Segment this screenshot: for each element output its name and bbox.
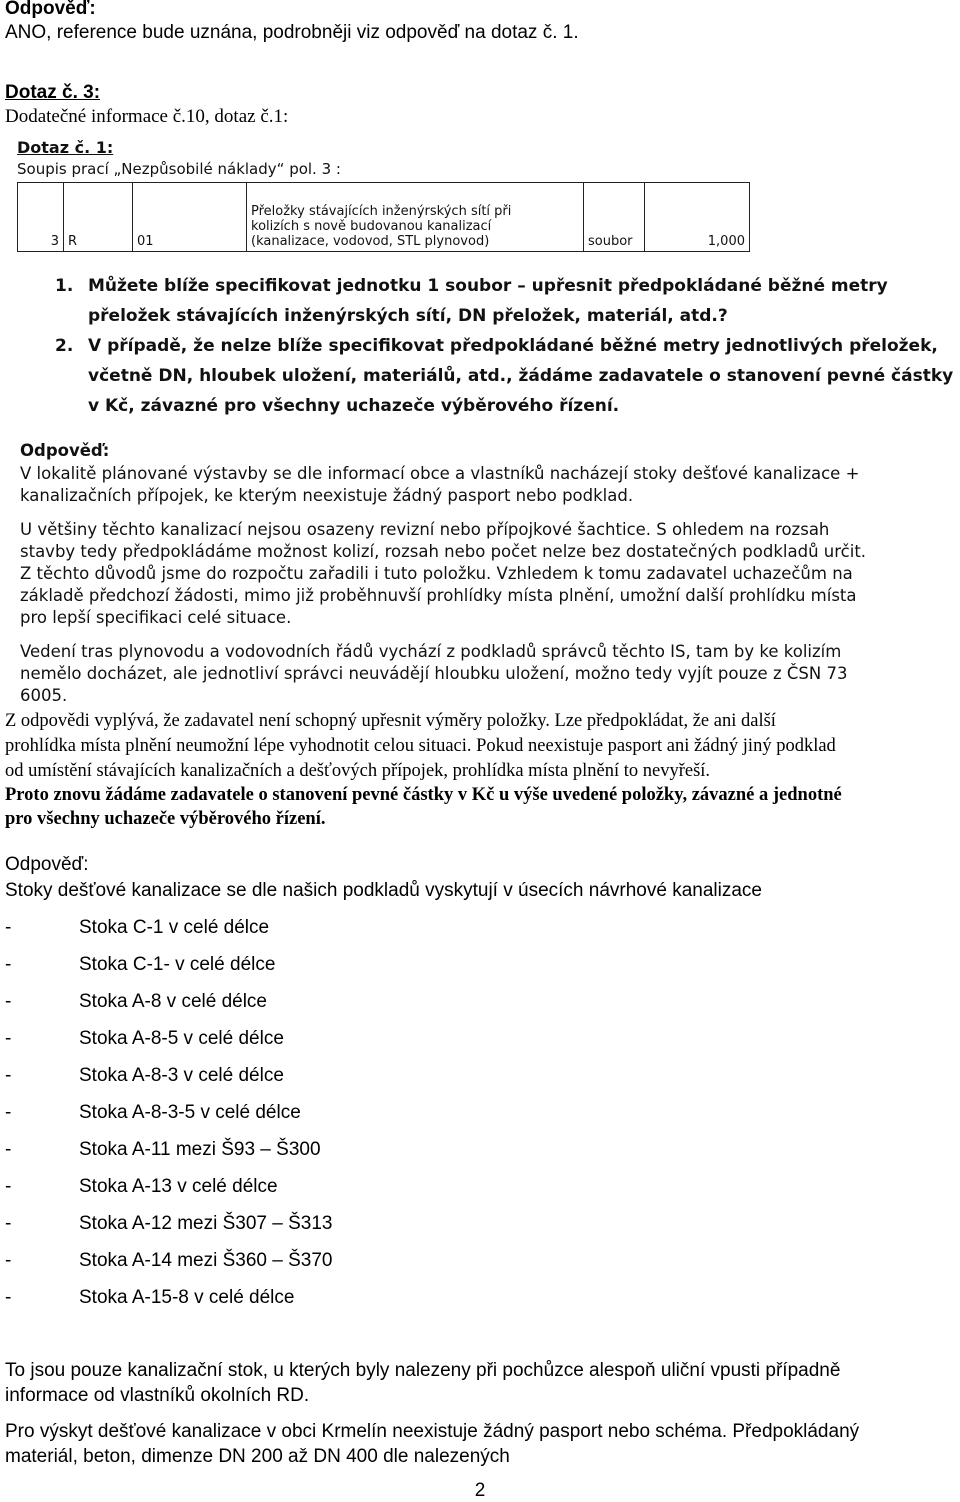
answer-para1-line: informace od vlastníků okolních RD. <box>5 1385 310 1406</box>
answer-para2-line: Pro výskyt dešťové kanalizace v obci Krmelín neexistuje žádný pasport nebo schéma. Předpokládaný <box>5 1421 860 1442</box>
list-item-text: Stoka A-11 mezi Š93 – Š300 <box>79 1139 321 1160</box>
answer-label: Odpověď: <box>5 854 89 875</box>
scan-answer-line: nemělo docházet, ale jednotliví správci neuvádějí hloubku uložení, možno tedy vyjít pouze z ČSN 73 <box>20 664 848 683</box>
list-item-text: Stoka A-14 mezi Š360 – Š370 <box>79 1250 333 1271</box>
list-item-text: Stoka C-1 v celé délce <box>79 917 270 938</box>
followup-line: prohlídka místa plnění neumožní lépe vyhodnotit celou situaci. Pokud neexistuje pasport ani žádný jiný podklad <box>5 736 836 756</box>
dash: - <box>5 1065 12 1086</box>
followup-line: od umístění stávajících kanalizačních a dešťových přípojek, prohlídka místa plnění to nevyřeší. <box>5 761 711 781</box>
dash: - <box>5 1139 12 1160</box>
dash: - <box>5 1176 12 1197</box>
question3-label: Dotaz č. 3: <box>5 82 101 103</box>
table-cell: 3 <box>18 183 64 252</box>
list-item-text: Stoka A-8-3 v celé délce <box>79 1065 284 1086</box>
question-number: 2. <box>55 336 74 356</box>
scan-answer-line: Z těchto důvodů jsme do rozpočtu zařadili i tuto položku. Vzhledem k tomu zadavatel uchazečům na <box>20 564 853 583</box>
page-number: 2 <box>474 1480 486 1501</box>
scan-answer-line: základě předchozí žádosti, mimo již proběhnuvší prohlídky místa plnění, umožní další prohlídku místa <box>20 586 857 605</box>
table-cell: R <box>64 183 133 252</box>
question-line: včetně DN, hloubek uložení, materiálů, atd., žádáme zadavatele o stanovení pevné částky <box>88 366 954 386</box>
intro-answer-text: ANO, reference bude uznána, podrobněji viz odpověď na dotaz č. 1. <box>5 22 579 43</box>
list-item-text: Stoka A-12 mezi Š307 – Š313 <box>79 1213 333 1234</box>
list-item-text: Stoka A-13 v celé délce <box>79 1176 278 1197</box>
question-line: přeložek stávajících inženýrských sítí, DN přeložek, materiál, atd.? <box>88 306 728 326</box>
table-row <box>18 183 750 252</box>
dash: - <box>5 991 12 1012</box>
list-item-text: Stoka A-8-5 v celé délce <box>79 1028 284 1049</box>
dash: - <box>5 1213 12 1234</box>
answer-para2-line: materiál, beton, dimenze DN 200 až DN 400 dle nalezených <box>5 1446 510 1467</box>
dash: - <box>5 917 12 938</box>
dash: - <box>5 1102 12 1123</box>
list-item-text: Stoka C-1- v celé délce <box>79 954 276 975</box>
list-item-text: Stoka A-8 v celé délce <box>79 991 267 1012</box>
table-desc-line: Přeložky stávajících inženýrských sítí při <box>251 204 512 219</box>
scanned-excerpt <box>17 138 954 708</box>
scan-answer-title: Odpověď: <box>20 441 110 460</box>
table-desc-line: (kanalizace, vodovod, STL plynovod) <box>251 234 490 249</box>
dash: - <box>5 1250 12 1271</box>
followup-bold-line: Proto znovu žádáme zadavatele o stanovení pevné částky v Kč u výše uvedené položky, závazné a jednotné <box>5 785 842 805</box>
question-line: Můžete blíže specifikovat jednotku 1 soubor – upřesnit předpokládané běžné metry <box>88 276 888 296</box>
scan-answer-line: 6005. <box>20 686 68 705</box>
intro-answer-label: Odpověď: <box>5 0 96 19</box>
table-cell-description <box>247 183 584 252</box>
scan-answer-line: stavby tedy předpokládáme možnost kolizí, rozsah nebo počet nelze bez dostatečných podkladů určit. <box>20 542 867 561</box>
followup-bold-line: pro všechny uchazeče výběrového řízení. <box>5 809 326 829</box>
question3-ref: Dodatečné informace č.10, dotaz č.1: <box>5 106 289 127</box>
followup-line: Z odpovědi vyplývá, že zadavatel není schopný upřesnit výměry položky. Lze předpokládat, že ani další <box>5 711 776 731</box>
scan-answer-line: U většiny těchto kanalizací nejsou osazeny revizní nebo přípojkové šachtice. S ohledem na rozsah <box>20 520 830 539</box>
list-item-text: Stoka A-15-8 v celé délce <box>79 1287 295 1308</box>
scan-title: Dotaz č. 1: <box>17 138 114 157</box>
scan-table <box>17 182 750 252</box>
table-desc-line: kolizích s nově budovanou kanalizací <box>251 219 492 234</box>
dash: - <box>5 1028 12 1049</box>
question-number: 1. <box>55 276 74 296</box>
scan-answer-line: kanalizačních přípojek, ke kterým neexistuje žádný pasport nebo podklad. <box>20 486 634 505</box>
question-line: V případě, že nelze blíže specifikovat předpokládané běžné metry jednotlivých přeložek, <box>88 336 938 356</box>
dash: - <box>5 954 12 975</box>
table-cell: 1,000 <box>645 183 750 252</box>
table-cell: soubor <box>584 183 645 252</box>
answer-para1-line: To jsou pouze kanalizační stok, u kterých byly nalezeny při pochůzce alespoň uliční vpusti případně <box>5 1360 841 1381</box>
scan-answer-line: pro lepší specifikaci celé situace. <box>20 608 292 627</box>
answer-intro: Stoky dešťové kanalizace se dle našich podkladů vyskytují v úsecích návrhové kanalizace <box>5 880 762 901</box>
scan-subtitle: Soupis prací „Nezpůsobilé náklady“ pol. 3 : <box>17 160 341 178</box>
scan-answer-line: V lokalitě plánované výstavby se dle informací obce a vlastníků nacházejí stoky dešťové kanalizace + <box>20 464 860 483</box>
table-cell: 01 <box>133 183 247 252</box>
question-line: v Kč, závazné pro všechny uchazeče výběrového řízení. <box>88 396 620 416</box>
list-item-text: Stoka A-8-3-5 v celé délce <box>79 1102 301 1123</box>
scan-answer-line: Vedení tras plynovodu a vodovodních řádů vychází z podkladů správců těchto IS, tam by ke kolizím <box>20 642 842 661</box>
dash: - <box>5 1287 12 1308</box>
